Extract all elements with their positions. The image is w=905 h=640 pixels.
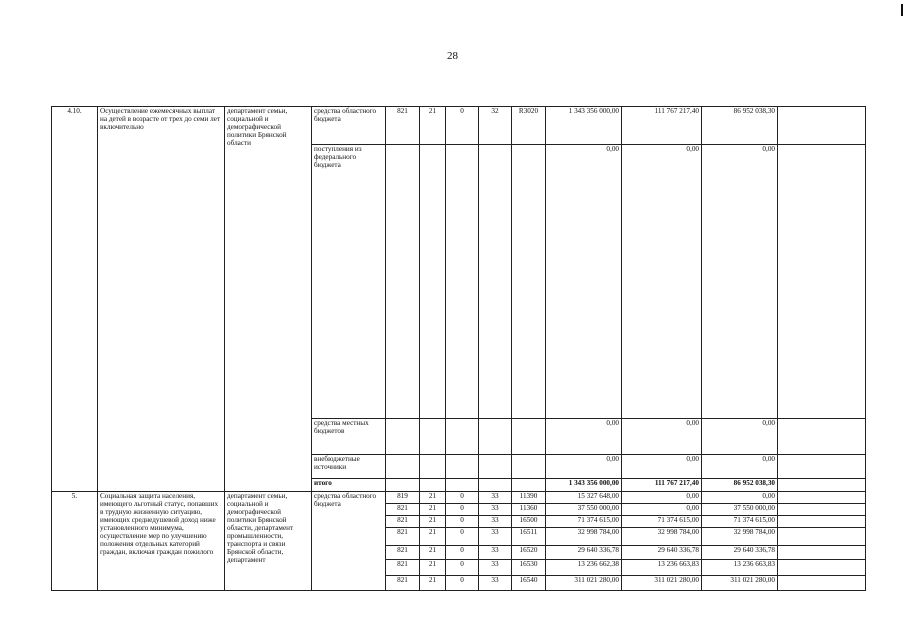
grbs-cell: 821 bbox=[386, 576, 420, 591]
year1-cell: 0,00 bbox=[546, 419, 622, 455]
year1-cell: 37 550 000,00 bbox=[546, 504, 622, 516]
year2-cell: 0,00 bbox=[622, 504, 702, 516]
source-cell: средства областного бюджета bbox=[312, 107, 386, 145]
gp-cell: 21 bbox=[420, 576, 446, 591]
pgp-cell: 0 bbox=[446, 107, 479, 145]
year2-cell: 0,00 bbox=[622, 492, 702, 504]
year2-cell: 0,00 bbox=[622, 455, 702, 479]
executor-cell: департамент семьи, социальной и демографической политики Брянской области, департамент промышленности, транспорта и связи Брянской области, департамент bbox=[225, 492, 312, 591]
om-cell: 33 bbox=[479, 560, 512, 576]
year1-cell: 0,00 bbox=[546, 455, 622, 479]
grbs-cell: 821 bbox=[386, 504, 420, 516]
row-number: 5. bbox=[52, 492, 98, 591]
year2-cell: 29 640 336,78 bbox=[622, 546, 702, 560]
gp-cell: 21 bbox=[420, 107, 446, 145]
pgp-cell bbox=[446, 419, 479, 455]
gp-cell: 21 bbox=[420, 546, 446, 560]
pgp-cell bbox=[446, 455, 479, 479]
pgp-cell: 0 bbox=[446, 576, 479, 591]
gp-cell: 21 bbox=[420, 516, 446, 528]
table-row bbox=[52, 492, 866, 504]
year1-cell: 1 343 356 000,00 bbox=[546, 107, 622, 145]
pgp-cell bbox=[446, 145, 479, 419]
empty-cell bbox=[778, 107, 866, 145]
gp-cell: 21 bbox=[420, 504, 446, 516]
empty-cell bbox=[778, 528, 866, 546]
napr-cell: 16520 bbox=[512, 546, 546, 560]
year2-cell: 111 767 217,40 bbox=[622, 479, 702, 492]
gp-cell bbox=[420, 419, 446, 455]
source-cell: средства областного бюджета bbox=[312, 492, 386, 591]
source-cell: средства местных бюджетов bbox=[312, 419, 386, 455]
year3-cell: 37 550 000,00 bbox=[702, 504, 778, 516]
empty-cell bbox=[778, 504, 866, 516]
source-cell: внебюджетные источники bbox=[312, 455, 386, 479]
grbs-cell: 821 bbox=[386, 546, 420, 560]
row-number: 4.10. bbox=[52, 107, 98, 492]
napr-cell: 16511 bbox=[512, 528, 546, 546]
gp-cell bbox=[420, 145, 446, 419]
source-cell: поступления из федерального бюджета bbox=[312, 145, 386, 419]
year1-cell: 29 640 336,78 bbox=[546, 546, 622, 560]
empty-cell bbox=[778, 560, 866, 576]
om-cell: 33 bbox=[479, 516, 512, 528]
year3-cell: 86 952 038,30 bbox=[702, 479, 778, 492]
pgp-cell: 0 bbox=[446, 528, 479, 546]
empty-cell bbox=[778, 145, 866, 419]
year1-cell: 1 343 356 000,00 bbox=[546, 479, 622, 492]
empty-cell bbox=[778, 479, 866, 492]
year3-cell: 13 236 663,83 bbox=[702, 560, 778, 576]
year3-cell: 86 952 038,30 bbox=[702, 107, 778, 145]
napr-cell: R3020 bbox=[512, 107, 546, 145]
empty-cell bbox=[778, 492, 866, 504]
napr-cell: 16540 bbox=[512, 576, 546, 591]
om-cell: 33 bbox=[479, 504, 512, 516]
pgp-cell: 0 bbox=[446, 492, 479, 504]
empty-cell bbox=[778, 419, 866, 455]
gp-cell bbox=[420, 479, 446, 492]
year3-cell: 0,00 bbox=[702, 145, 778, 419]
year2-cell: 13 236 663,83 bbox=[622, 560, 702, 576]
om-cell: 33 bbox=[479, 546, 512, 560]
om-cell: 33 bbox=[479, 492, 512, 504]
executor-cell: департамент семьи, социальной и демографической политики Брянской области bbox=[225, 107, 312, 492]
activity-cell: Осуществление ежемесячных выплат на детей в возрасте от трех до семи лет включительно bbox=[98, 107, 225, 492]
grbs-cell: 819 bbox=[386, 492, 420, 504]
year3-cell: 0,00 bbox=[702, 455, 778, 479]
table-row bbox=[52, 107, 866, 145]
year1-cell: 13 236 662,38 bbox=[546, 560, 622, 576]
om-cell bbox=[479, 145, 512, 419]
year3-cell: 0,00 bbox=[702, 492, 778, 504]
empty-cell bbox=[778, 455, 866, 479]
year2-cell: 0,00 bbox=[622, 419, 702, 455]
napr-cell: 16530 bbox=[512, 560, 546, 576]
napr-cell: 16500 bbox=[512, 516, 546, 528]
om-cell bbox=[479, 419, 512, 455]
source-cell: итого bbox=[312, 479, 386, 492]
gp-cell: 21 bbox=[420, 492, 446, 504]
year3-cell: 32 998 784,00 bbox=[702, 528, 778, 546]
gp-cell: 21 bbox=[420, 560, 446, 576]
om-cell: 33 bbox=[479, 576, 512, 591]
year1-cell: 71 374 615,00 bbox=[546, 516, 622, 528]
om-cell bbox=[479, 455, 512, 479]
grbs-cell bbox=[386, 145, 420, 419]
grbs-cell bbox=[386, 419, 420, 455]
om-cell: 33 bbox=[479, 528, 512, 546]
year1-cell: 311 021 280,00 bbox=[546, 576, 622, 591]
pgp-cell: 0 bbox=[446, 504, 479, 516]
year2-cell: 311 021 280,00 bbox=[622, 576, 702, 591]
napr-cell: 11360 bbox=[512, 504, 546, 516]
year3-cell: 71 374 615,00 bbox=[702, 516, 778, 528]
year1-cell: 32 998 784,00 bbox=[546, 528, 622, 546]
om-cell bbox=[479, 479, 512, 492]
gp-cell: 21 bbox=[420, 528, 446, 546]
grbs-cell: 821 bbox=[386, 516, 420, 528]
corner-mark bbox=[901, 4, 903, 16]
empty-cell bbox=[778, 546, 866, 560]
grbs-cell: 821 bbox=[386, 528, 420, 546]
year2-cell: 32 998 784,00 bbox=[622, 528, 702, 546]
empty-cell bbox=[778, 576, 866, 591]
activity-cell: Социальная защита населения, имеющего льготный статус, попавших в трудную жизненную ситуацию, имеющих среднедушевой доход ниже установленного минимума, осуществление мер по улучшению положения отдельных категорий граждан, включая граждан пожилого bbox=[98, 492, 225, 591]
year3-cell: 0,00 bbox=[702, 419, 778, 455]
napr-cell bbox=[512, 455, 546, 479]
grbs-cell bbox=[386, 455, 420, 479]
napr-cell bbox=[512, 145, 546, 419]
year2-cell: 71 374 615,00 bbox=[622, 516, 702, 528]
pgp-cell: 0 bbox=[446, 546, 479, 560]
year3-cell: 29 640 336,78 bbox=[702, 546, 778, 560]
empty-cell bbox=[778, 516, 866, 528]
grbs-cell bbox=[386, 479, 420, 492]
page-number: 28 bbox=[447, 50, 458, 62]
budget-table bbox=[51, 106, 866, 591]
gp-cell bbox=[420, 455, 446, 479]
napr-cell bbox=[512, 479, 546, 492]
pgp-cell: 0 bbox=[446, 516, 479, 528]
year1-cell: 15 327 648,00 bbox=[546, 492, 622, 504]
year3-cell: 311 021 280,00 bbox=[702, 576, 778, 591]
napr-cell bbox=[512, 419, 546, 455]
pgp-cell bbox=[446, 479, 479, 492]
grbs-cell: 821 bbox=[386, 107, 420, 145]
year2-cell: 111 767 217,40 bbox=[622, 107, 702, 145]
om-cell: 32 bbox=[479, 107, 512, 145]
year2-cell: 0,00 bbox=[622, 145, 702, 419]
grbs-cell: 821 bbox=[386, 560, 420, 576]
pgp-cell: 0 bbox=[446, 560, 479, 576]
year1-cell: 0,00 bbox=[546, 145, 622, 419]
napr-cell: 11390 bbox=[512, 492, 546, 504]
